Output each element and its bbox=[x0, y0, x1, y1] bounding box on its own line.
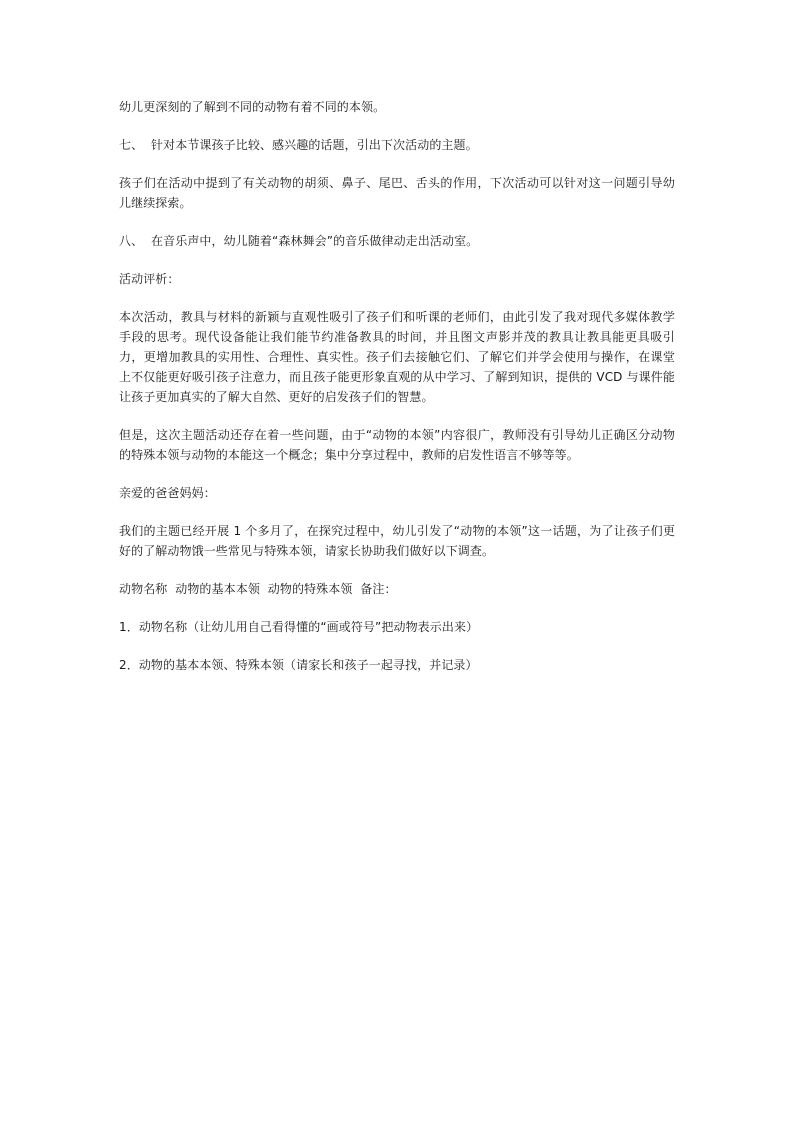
section-heading-evaluation: 活动评析： bbox=[119, 272, 180, 286]
paragraph-evaluation-issues: 但是，这次主题活动还存在着一些问题，由于“动物的本领”内容很广，教师没有引导幼儿正确区分动物的特殊本领与动物的本能这一个概念；集中分享过程中，教师的启发性语言不够等等。 bbox=[119, 428, 675, 462]
letter-body: 我们的主题已经开展 1 个多月了，在探究过程中，幼儿引发了“动物的本领”这一话题，为了让孩子们更好的了解动物饿一些常见与特殊本领，请家长协助我们做好以下调查。 bbox=[119, 524, 675, 558]
paragraph-evaluation-body: 本次活动，教具与材料的新颖与直观性吸引了孩子们和听课的老师们，由此引发了我对现代多媒体教学手段的思考。现代设备能让我们能节约准备教具的时间，并且图文声影并茂的教具让教具能更具吸引力，更增加教具的实用性、合理性、真实性。孩子们去接触它们、了解它们并学会使用与操作，在课堂上不仅能更好吸引孩子注意力，而且孩子能更形象直观的从中学习、了解到知识，提供的 VCD 与课件能让孩子更加真实的了解大自然、更好的启发孩子们的智慧。 bbox=[119, 310, 675, 404]
survey-instruction-one: 1．动物名称（让幼儿用自己看得懂的“画或符号”把动物表示出来） bbox=[119, 620, 479, 634]
paragraph-intro-continuation: 幼儿更深刻的了解到不同的动物有着不同的本领。 bbox=[119, 100, 386, 114]
letter-salutation: 亲爱的爸爸妈妈： bbox=[119, 486, 216, 500]
survey-instruction-two: 2．动物的基本本领、特殊本领（请家长和孩子一起寻找，并记录） bbox=[119, 658, 478, 672]
paragraph-step-eight: 八、 在音乐声中，幼儿随着“森林舞会”的音乐做律动走出活动室。 bbox=[119, 234, 479, 248]
survey-column-headers: 动物名称 动物的基本本领 动物的特殊本领 备注： bbox=[119, 582, 397, 596]
document-body bbox=[119, 97, 675, 693]
paragraph-step-seven: 七、 针对本节课孩子比较、感兴趣的话题，引出下次活动的主题。 bbox=[119, 138, 478, 152]
paragraph-step-seven-detail: 孩子们在活动中提到了有关动物的胡须、鼻子、尾巴、舌头的作用，下次活动可以针对这一问题引导幼儿继续探索。 bbox=[119, 176, 675, 210]
